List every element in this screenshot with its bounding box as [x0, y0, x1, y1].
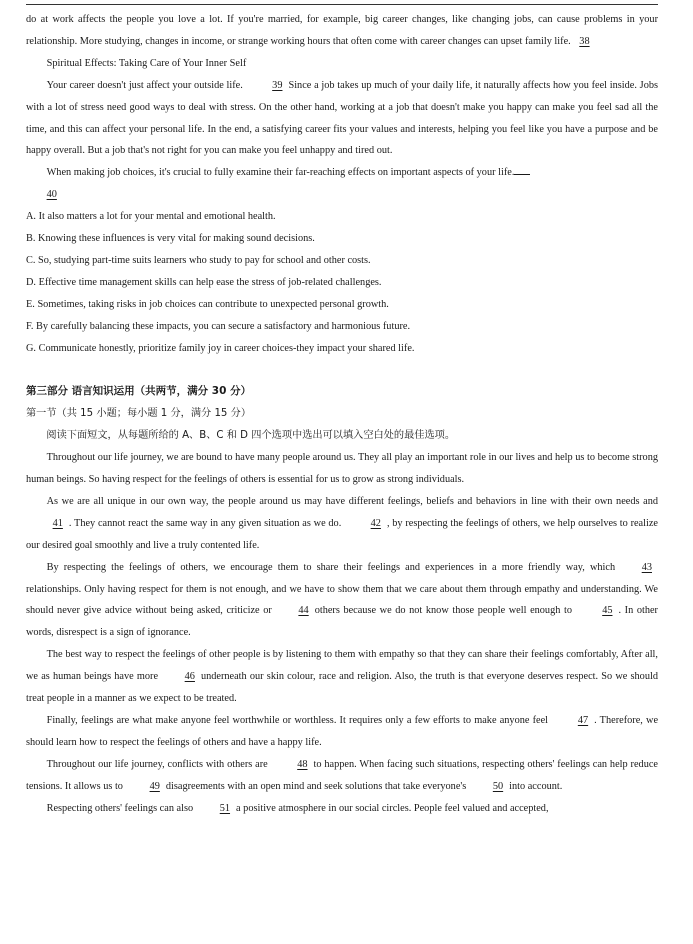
passage2-paragraph-7: [26, 798, 658, 820]
option-b: B. Knowing these influences is very vital for making sound decisions.: [26, 233, 315, 245]
passage2-paragraph-1: Throughout our life journey, we are bound to have many people around us. They all play an important role in our lives and help us to become strong human beings. So having respect for the feelings of others is essential for us to grow as strong individuals.: [26, 452, 658, 486]
passage2-paragraph-6: [26, 754, 658, 798]
blank-48[interactable]: 48: [297, 758, 308, 770]
options-list: [26, 206, 658, 359]
passage1-text: do at work affects the people you love a lot. If you're married, for example, big career changes, like changing jobs, can cause problems in your relationship. More studying, changes in income, or strange working hours that often come with career changes can upset family life.: [26, 14, 658, 47]
passage2-text: disagreements with an open mind and seek solutions that take everyone's: [165, 780, 467, 792]
top-rule: [26, 4, 658, 5]
passage2-text: underneath our skin colour, race and religion. Also, the truth is that everyone deserves respect. So we should treat people in a manner as we expect to be treated.: [26, 671, 658, 705]
passage2-text: others because we do not know those people well enough to: [314, 605, 572, 617]
passage1-paragraph-1: [26, 9, 658, 53]
passage2-text: As we are all unique in our own way, the people around us may have different feelings, beliefs and behaviors in line with their own needs and: [46, 495, 658, 507]
passage1-text: Your career doesn't just affect your outside life.: [46, 79, 243, 91]
option-c: C. So, studying part-time suits learners who study to pay for school and other costs.: [26, 254, 371, 266]
passage2-text: , by respecting the feelings of others, we help ourselves to realize our desired goal smoothly and live a truly contented life.: [26, 517, 658, 551]
passage2-text: a positive atmosphere in our social circles. People feel valued and accepted,: [236, 802, 549, 814]
passage2-text: into account.: [509, 780, 563, 792]
blank-38[interactable]: 38: [579, 35, 590, 47]
passage2-text: . Therefore, we should learn how to respect the feelings of others and have a happy life.: [26, 714, 659, 748]
blank-46[interactable]: 46: [184, 671, 195, 683]
section1-instruction: 阅读下面短文，从每题所给的 A、B、C 和 D 四个选项中选出可以填入空白处的最佳选项。: [46, 430, 456, 442]
blank-39[interactable]: 39: [272, 79, 283, 91]
option-e: E. Sometimes, taking risks in job choices can contribute to unexpected personal growth.: [26, 298, 389, 310]
trailing-underline: [514, 164, 530, 175]
blank-40[interactable]: 40: [46, 189, 57, 201]
passage1-heading: Spiritual Effects: Taking Care of Your Inner Self: [46, 57, 247, 69]
blank-45[interactable]: 45: [602, 605, 613, 617]
passage1-paragraph-2: [26, 75, 658, 163]
blank-44[interactable]: 44: [298, 605, 309, 617]
passage2-paragraph-2: [26, 491, 658, 557]
passage2-paragraph-5: [26, 710, 658, 754]
blank-42[interactable]: 42: [370, 517, 381, 529]
passage2-text: The best way to respect the feelings of other people is by listening to them with empathy so that they can share their feelings comfortably, After all, we as human beings have more: [26, 649, 658, 683]
passage2-text: . They cannot react the same way in any given situation as we do.: [68, 517, 342, 529]
passage2-text: relationships. Only having respect for them is not enough, and we have to show them that we care about them through empathy and understanding. We should never give advice without being asked, criticize or: [26, 583, 658, 617]
passage2-text: to happen. When facing such situations, respecting others' feelings can help reduce tensions. It allows us to: [26, 758, 658, 792]
passage2-paragraph-4: [26, 644, 658, 710]
blank-43[interactable]: 43: [641, 561, 652, 573]
blank-49[interactable]: 49: [149, 780, 160, 792]
passage2-text: . In other words, disrespect is a sign of ignorance.: [26, 605, 658, 639]
option-g: G. Communicate honestly, prioritize family joy in career choices-they impact your shared life.: [26, 342, 415, 354]
part3-title: 第三部分 语言知识运用（共两节，满分 30 分）: [26, 385, 252, 398]
blank-50[interactable]: 50: [492, 780, 504, 792]
spacer: [26, 360, 658, 382]
passage2-paragraph-3: [26, 557, 658, 645]
passage1-text: Since a job takes up much of your daily life, it naturally affects how you feel inside. Jobs with a lot of stress need good ways to deal with stress. On the other hand, working at a job that doesn't make you happy can make you feel sad all the time, and this can affect your personal life. In the end, a satisfying career fits your values and interests, helping you feel like you have a purpose and be happy overall. But a job that's not right for you can make you feel unhappy and tired out.: [26, 79, 658, 157]
passage2-text: By respecting the feelings of others, we encourage them to share their feelings and experiences in a more friendly way, which: [46, 561, 616, 573]
passage2-text: Respecting others' feelings can also: [46, 802, 194, 814]
passage2-text: Throughout our life journey, conflicts with others are: [46, 758, 268, 770]
option-d: D. Effective time management skills can help ease the stress of job-related challenges.: [26, 276, 382, 288]
blank-51[interactable]: 51: [219, 802, 231, 814]
blank-41[interactable]: 41: [52, 517, 63, 529]
blank-47[interactable]: 47: [577, 714, 589, 726]
passage1-text: When making job choices, it's crucial to fully examine their far-reaching effects on important aspects of your life.: [46, 167, 515, 179]
option-a: A. It also matters a lot for your mental and emotional health.: [26, 211, 276, 223]
option-f: F. By carefully balancing these impacts, you can secure a satisfactory and harmonious future.: [26, 320, 411, 332]
section1-title: 第一节（共 15 小题；每小题 1 分，满分 15 分）: [26, 408, 252, 420]
passage2-text: Finally, feelings are what make anyone feel worthwhile or worthless. It requires only a few efforts to make anyone feel: [46, 714, 549, 726]
passage1-paragraph-3: [26, 162, 658, 206]
document-page: [26, 9, 658, 820]
